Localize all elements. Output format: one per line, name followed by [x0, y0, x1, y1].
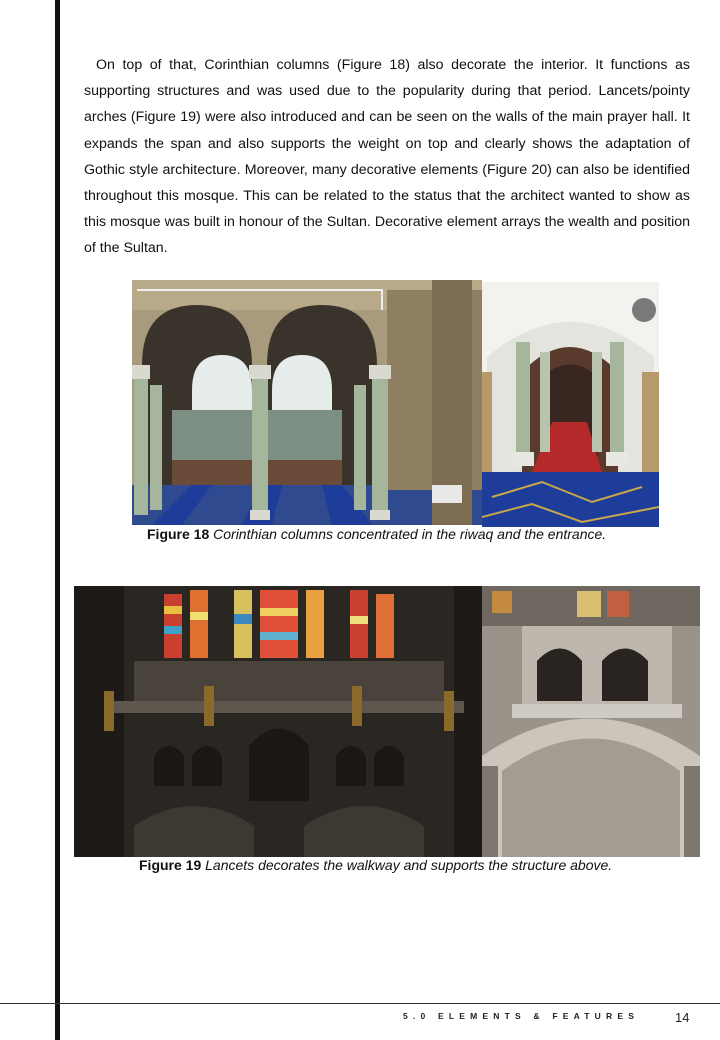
footer-section-title: 5.0 ELEMENTS & FEATURES [403, 1011, 640, 1021]
page-number: 14 [675, 1010, 690, 1025]
figure-19-caption [139, 857, 612, 873]
figure-18-photo-entrance [482, 282, 659, 527]
figure-19-photo-stained-glass [74, 586, 482, 857]
body-paragraph: On top of that, Corinthian columns (Figure 18) also decorate the interior. It functions as supporting structures and was used due to the popularity during that period. Lancets/pointy arches (Figure 19) were also introduced and can be seen on the walls of the main prayer hall. It expands the span and also supports the weight on top and clearly shows the adaptation of Gothic style architecture. Moreover, many decorative elements (Figure 20) can also be identified throughout this mosque. This can be related to the status that the architect wanted to show as this mosque was built in honour of the Sultan. Decorative element arrays the wealth and position of the Sultan. [84, 57, 690, 257]
figure-18-label: Figure 18 [147, 526, 210, 542]
figure-18-caption-text: Corinthian columns concentrated in the riwaq and the entrance. [209, 526, 607, 542]
footer-rule [0, 1003, 720, 1004]
figure-19-label: Figure 19 [139, 857, 202, 873]
figure-19-photo-walkway [482, 586, 700, 857]
left-margin-rule [55, 0, 60, 1040]
figure-18-photo-riwaq [132, 280, 482, 525]
figure-19-caption-text: Lancets decorates the walkway and supports the structure above. [201, 857, 613, 873]
figure-18-caption [147, 526, 606, 542]
